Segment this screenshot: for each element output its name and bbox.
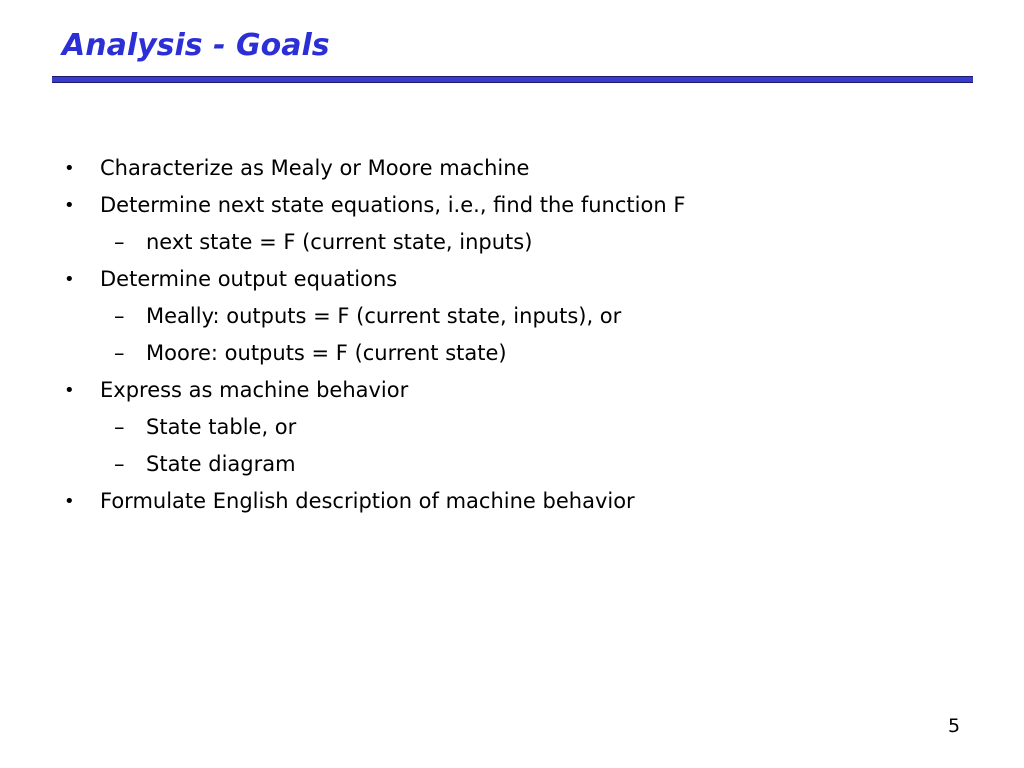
- bullet-item: [0, 372, 1024, 409]
- bullet-item: [0, 261, 1024, 298]
- bullet-item: [0, 150, 1024, 187]
- sub-bullet-text: next state = F (current state, inputs): [146, 230, 533, 254]
- bullet-text: Formulate English description of machine behavior: [100, 489, 635, 513]
- sub-bullet-marker: –: [114, 304, 125, 328]
- bullet-text: Characterize as Mealy or Moore machine: [100, 156, 530, 180]
- sub-bullet-marker: –: [114, 230, 125, 254]
- bullet-marker: •: [64, 491, 75, 512]
- bullet-marker: •: [64, 195, 75, 216]
- bullet-marker: •: [64, 158, 75, 179]
- bullet-marker: •: [64, 269, 75, 290]
- bullet-text: Express as machine behavior: [100, 378, 409, 402]
- sub-bullet-text: State table, or: [146, 415, 297, 439]
- bullet-text: Determine next state equations, i.e., find the function F: [100, 193, 686, 217]
- sub-bullet-text: State diagram: [146, 452, 296, 476]
- bullet-list: [0, 150, 1024, 520]
- sub-bullet-item: [0, 335, 1024, 372]
- sub-bullet-marker: –: [114, 415, 125, 439]
- sub-bullet-text: Moore: outputs = F (current state): [146, 341, 507, 365]
- sub-bullet-text: Meally: outputs = F (current state, inputs), or: [146, 304, 622, 328]
- slide-title: Analysis - Goals: [62, 28, 330, 63]
- bullet-item: [0, 187, 1024, 224]
- sub-bullet-item: [0, 298, 1024, 335]
- sub-bullet-item: [0, 409, 1024, 446]
- bullet-marker: •: [64, 380, 75, 401]
- bullet-item: [0, 483, 1024, 520]
- sub-bullet-marker: –: [114, 341, 125, 365]
- sub-bullet-marker: –: [114, 452, 125, 476]
- title-rule: [52, 76, 973, 83]
- sub-bullet-item: [0, 224, 1024, 261]
- bullet-text: Determine output equations: [100, 267, 398, 291]
- sub-bullet-item: [0, 446, 1024, 483]
- page-number: 5: [948, 715, 961, 737]
